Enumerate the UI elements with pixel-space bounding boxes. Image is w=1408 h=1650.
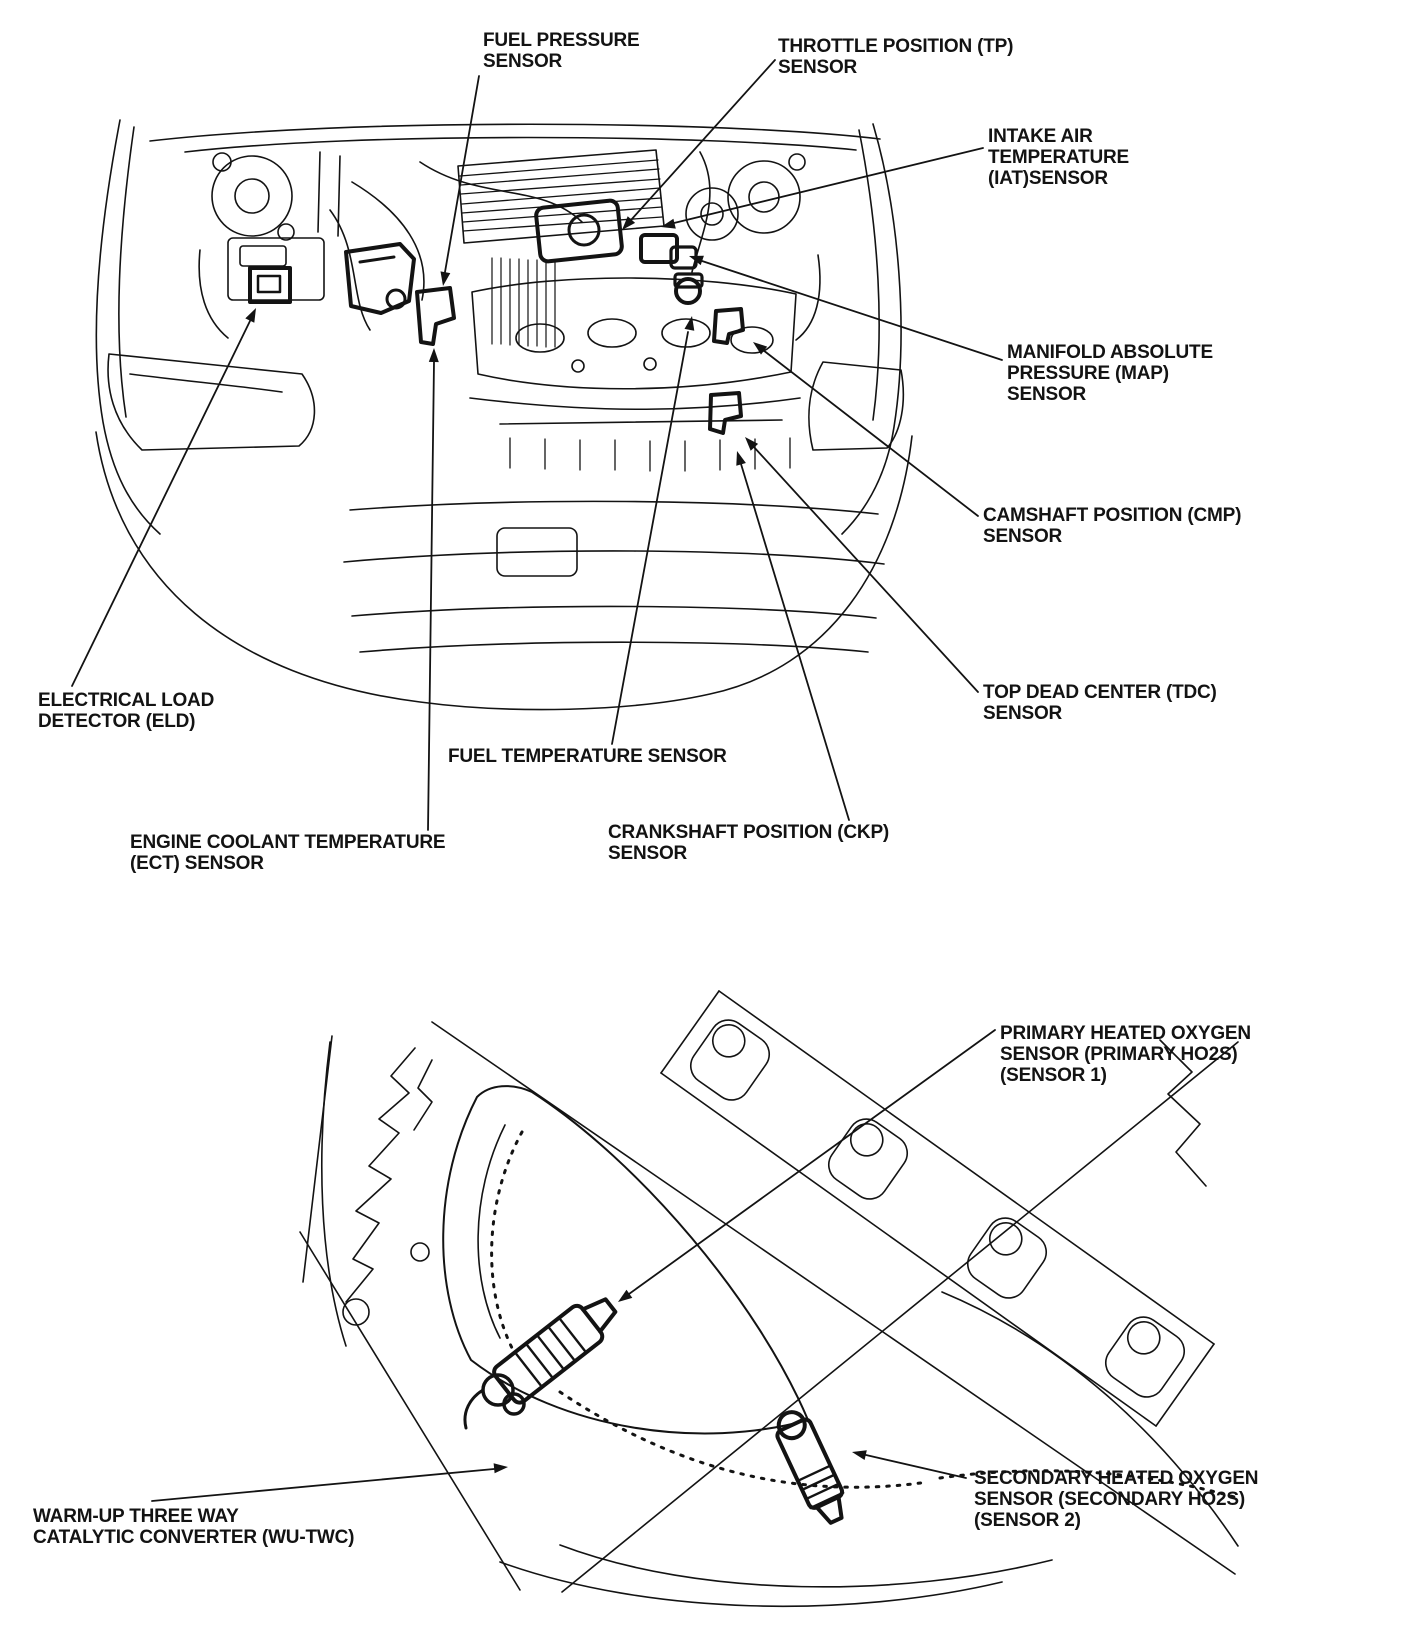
leader-secondary-ho2s [866, 1455, 966, 1478]
label-line: TOP DEAD CENTER (TDC) [983, 682, 1217, 703]
label-primary-ho2s [1000, 1023, 1251, 1086]
exhaust-port [1099, 1310, 1192, 1404]
hidden-pipe-dotted [560, 1392, 928, 1487]
fuel-pressure-sensor-detail [360, 257, 394, 262]
primary-ho2s-wire [465, 1390, 483, 1428]
bolt [213, 153, 231, 171]
label-line: CAMSHAFT POSITION (CMP) [983, 505, 1242, 526]
engine-bay-sensor-components [250, 200, 743, 433]
car-lower-body-outline [96, 432, 912, 710]
block-jagged-edge [346, 1048, 415, 1302]
label-electrical-load-detector [38, 690, 214, 732]
fuse-box-relay [240, 246, 286, 266]
label-line: SENSOR [483, 51, 563, 72]
leader-arrowhead [429, 348, 439, 362]
eld-drawing [250, 268, 290, 302]
bolt [343, 1299, 369, 1325]
exhaust-port [961, 1211, 1054, 1305]
right-fan-hub [749, 182, 779, 212]
frame-edge [303, 1036, 332, 1282]
right-fan [728, 161, 800, 233]
leader-throttle-position [631, 60, 775, 220]
cmp-sensor-drawing [714, 309, 743, 343]
firewall-struts [318, 152, 340, 236]
label-line: WARM-UP THREE WAY [33, 1506, 239, 1527]
strut-arc-right [796, 255, 820, 340]
label-line: THROTTLE POSITION (TP) [778, 36, 1014, 57]
label-line: SENSOR [983, 703, 1063, 724]
left-fan [212, 156, 292, 236]
leader-map [702, 261, 1002, 360]
label-camshaft-position-sensor [983, 505, 1241, 547]
grille-mid-line [344, 551, 884, 564]
label-line: ELECTRICAL LOAD [38, 690, 215, 711]
hose [330, 210, 370, 330]
label-line: (IAT)SENSOR [988, 168, 1108, 189]
engine-lower-line [470, 398, 800, 409]
leader-arrowhead [441, 271, 451, 286]
plug-port [516, 324, 564, 352]
leader-fuel-temperature [612, 332, 688, 744]
leader-tdc [753, 446, 978, 692]
bumper-lower-line [360, 642, 868, 652]
bolt [411, 1243, 429, 1261]
block-jagged-inner [414, 1060, 432, 1130]
fuel-temperature-sensor-drawing [676, 279, 700, 303]
engine-lower-line2 [500, 420, 782, 424]
hidden-pipe-dotted [492, 1132, 522, 1352]
leader-ect [428, 362, 434, 830]
label-engine-coolant-temperature-sensor [130, 832, 445, 874]
underbody-pipe-curve [560, 1545, 1052, 1587]
leader-arrowhead [494, 1463, 508, 1473]
label-line: SENSOR [1007, 384, 1087, 405]
cowl-inner-line [185, 138, 856, 153]
leader-arrowhead [852, 1450, 867, 1460]
label-line: CATALYTIC CONVERTER (WU-TWC) [33, 1527, 355, 1548]
label-top-dead-center-sensor [983, 682, 1217, 724]
label-line: ENGINE COOLANT TEMPERATURE [130, 832, 446, 853]
strut-arc-left [199, 250, 228, 338]
tp-sensor-drawing [569, 215, 599, 245]
left-fan-hub [235, 179, 269, 213]
secondary-ho2s-drawing [770, 1406, 852, 1528]
plug-port [588, 319, 636, 347]
leader-wu-twc [152, 1469, 494, 1501]
exhaust-port [684, 1013, 777, 1107]
leader-ckp [741, 464, 849, 820]
label-line: SENSOR [778, 57, 858, 78]
label-line: SENSOR [608, 843, 688, 864]
label-intake-air-temperature-sensor [988, 126, 1129, 189]
label-line: SENSOR (PRIMARY HO2S) [1000, 1044, 1238, 1065]
label-throttle-position-sensor [778, 36, 1013, 78]
leader-primary-ho2s [629, 1030, 995, 1294]
exhaust-port [822, 1112, 915, 1206]
cover-bolt [644, 358, 656, 370]
label-line: FUEL PRESSURE [483, 30, 640, 51]
label-line: SECONDARY HEATED OXYGEN [974, 1468, 1259, 1489]
oxygen-sensor-components [465, 1288, 852, 1528]
tdc-ckp-sensor-drawing [710, 393, 741, 433]
exhaust-leader-lines [152, 1030, 995, 1501]
left-headlight-detail [130, 374, 282, 392]
leader-arrowhead [245, 308, 256, 323]
leader-arrowhead [618, 1290, 632, 1302]
label-line: (ECT) SENSOR [130, 853, 264, 874]
label-line: FUEL TEMPERATURE SENSOR [448, 746, 727, 767]
leader-eld [72, 321, 250, 686]
label-fuel-temperature-sensor [448, 746, 727, 767]
leader-iat [674, 148, 983, 223]
cover-bolt [572, 360, 584, 372]
label-line: MANIFOLD ABSOLUTE [1007, 342, 1213, 363]
label-manifold-absolute-pressure-sensor [1007, 342, 1213, 405]
label-warm-up-catalytic-converter [33, 1506, 354, 1548]
cowl-top-line [150, 124, 880, 141]
radiator-hatch [492, 258, 555, 347]
label-line: CRANKSHAFT POSITION (CKP) [608, 822, 890, 843]
car-left-fender-line [96, 120, 160, 534]
label-line: INTAKE AIR [988, 126, 1093, 147]
label-fuel-pressure-sensor [483, 30, 639, 72]
label-line: PRIMARY HEATED OXYGEN [1000, 1023, 1251, 1044]
label-line: (SENSOR 1) [1000, 1065, 1107, 1086]
label-line: (SENSOR 2) [974, 1510, 1081, 1531]
right-headlight [809, 362, 903, 450]
car-right-fender-line [842, 124, 901, 534]
bolt [789, 154, 805, 170]
label-line: SENSOR [983, 526, 1063, 547]
leader-arrowhead [736, 451, 746, 466]
label-crankshaft-position-sensor [608, 822, 889, 864]
grille-top-line [350, 501, 878, 514]
label-line: DETECTOR (ELD) [38, 711, 196, 732]
valve-cover [472, 278, 796, 389]
eld-drawing-inner [258, 276, 280, 292]
harness [420, 162, 582, 222]
label-secondary-ho2s [974, 1468, 1258, 1531]
label-line: TEMPERATURE [988, 147, 1130, 168]
label-line: SENSOR (SECONDARY HO2S) [974, 1489, 1245, 1510]
label-line: PRESSURE (MAP) [1007, 363, 1169, 384]
